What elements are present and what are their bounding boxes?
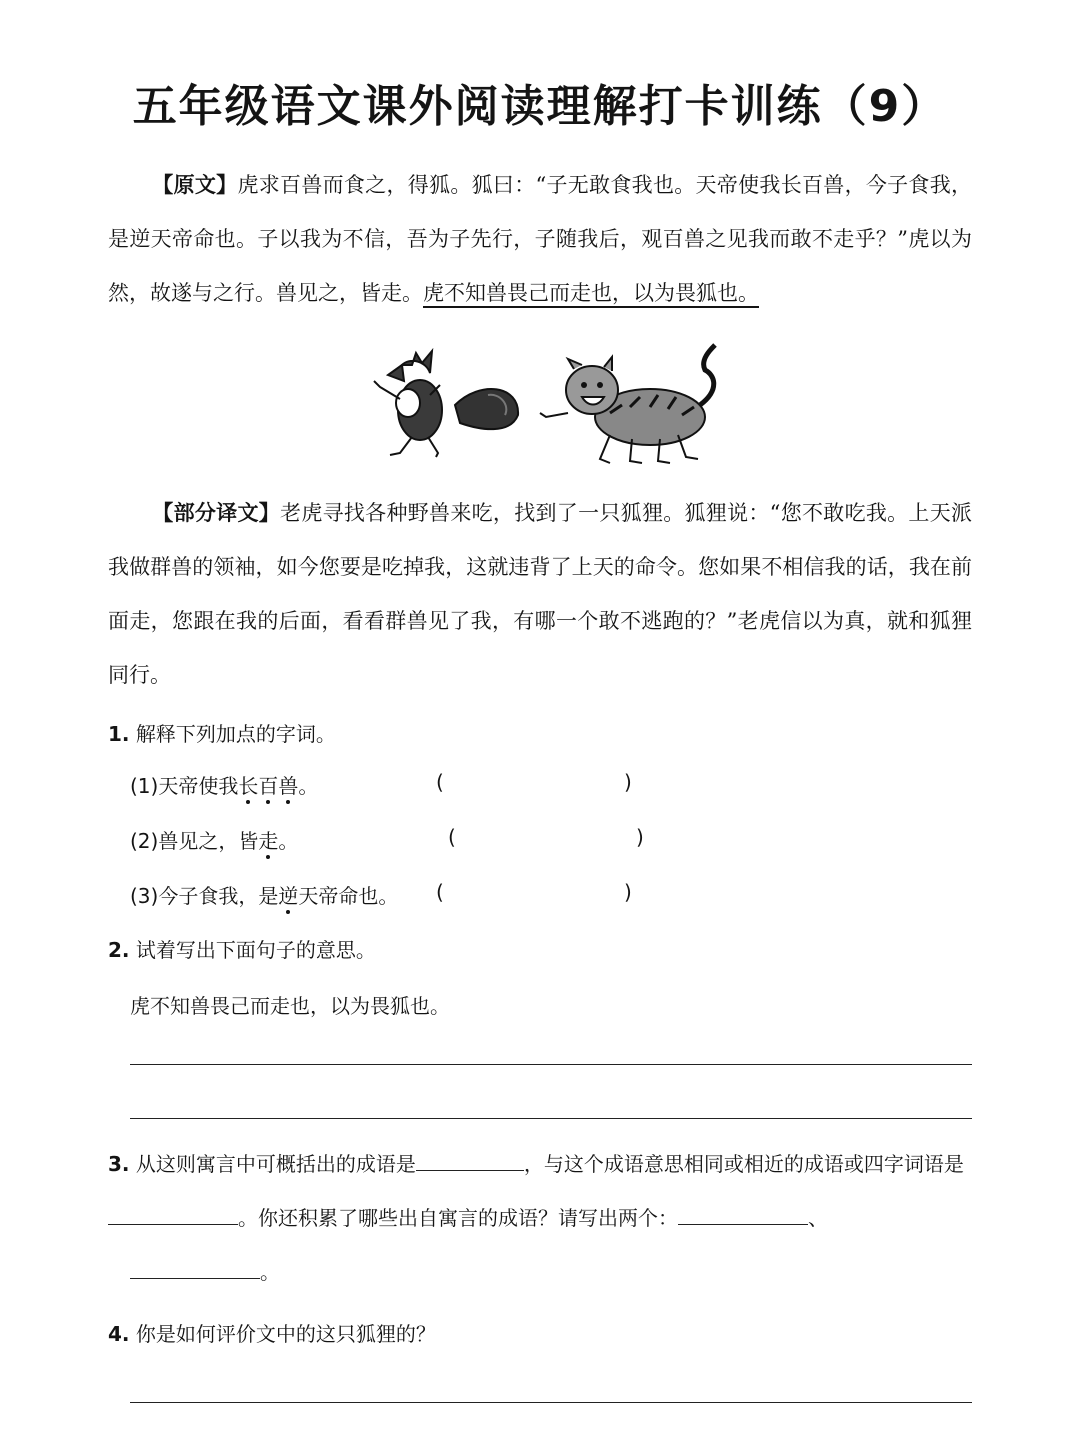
- separator: 、: [808, 1206, 828, 1230]
- question-4-text: 你是如何评价文中的这只狐狸的？: [135, 1322, 436, 1346]
- original-text-paragraph: [108, 158, 972, 320]
- period: 。: [260, 1260, 280, 1284]
- question-2-number: 2.: [108, 938, 130, 962]
- page-title: 五年级语文课外阅读理解打卡训练（9）: [132, 81, 948, 132]
- question-1: [108, 718, 972, 747]
- q1-item-1-close-paren: ): [624, 770, 632, 794]
- answer-line[interactable]: [130, 1402, 972, 1403]
- question-2: [108, 934, 972, 963]
- q2-sentence: 虎不知兽畏己而走也，以为畏狐也。: [130, 994, 450, 1018]
- q1-item-1-open-paren: (: [436, 770, 444, 794]
- blank-idiom-1[interactable]: [678, 1205, 808, 1225]
- q1-item-2-prefix: (2)兽见之，皆: [130, 829, 259, 853]
- fox-image: [374, 351, 518, 457]
- q1-item-3-prefix: (3)今子食我，是: [130, 884, 279, 908]
- dotted-char: 兽: [278, 774, 299, 798]
- question-4-number: 4.: [108, 1322, 130, 1346]
- question-3-part1: 从这则寓言中可概括出的成语是: [135, 1152, 416, 1176]
- q1-item-1-suffix: 。: [298, 774, 319, 798]
- question-1-number: 1.: [108, 722, 130, 746]
- translation-body: 老虎寻找各种野兽来吃，找到了一只狐狸。狐狸说：“您不敢吃我。上天派我做群兽的领袖，如今您要是吃掉我，这就违背了上天的命令。您如果不相信我的话，我在前面走，您跟在我的后面，看看群兽见了我，有哪一个敢不逃跑的？”老虎信以为真，就和狐狸同行。: [108, 501, 973, 687]
- q1-item-2-suffix: 。: [278, 829, 299, 853]
- original-tag: 【原文】: [152, 173, 238, 197]
- question-1-text: 解释下列加点的字词。: [135, 722, 336, 746]
- underlined-sentence: 虎不知兽畏己而走也，以为畏狐也。: [423, 281, 759, 308]
- original-body: 虎求百兽而食之，得狐。狐曰：“子无敢食我也。天帝使我长百兽，今子食我，是逆天帝命也。子以我为不信，吾为子先行，子随我后，观百兽之见我而敢不走乎？”虎以为然，故遂与之行。兽见之，皆走。: [108, 173, 973, 305]
- dotted-char: 走: [258, 829, 279, 853]
- question-3-part2: ，与这个成语意思相同或相近的成语或四字词语是: [523, 1152, 964, 1176]
- q1-item-1-prefix: (1)天帝使我: [130, 774, 239, 798]
- q1-item-2-close-paren: ): [636, 825, 644, 849]
- question-3-part3: 。你还积累了哪些出自寓言的成语？请写出两个：: [238, 1206, 678, 1230]
- q1-item-2: [130, 825, 298, 854]
- blank-idiom-2[interactable]: [130, 1259, 260, 1279]
- q1-item-2-open-paren: (: [448, 825, 456, 849]
- tiger-image: [540, 345, 715, 463]
- fox-tiger-illustration: [360, 335, 730, 475]
- question-3-number: 3.: [108, 1152, 130, 1176]
- q1-item-3-open-paren: (: [436, 880, 444, 904]
- question-4: [108, 1318, 972, 1347]
- q1-item-1: [130, 770, 318, 799]
- dotted-char: 长: [238, 774, 259, 798]
- answer-line[interactable]: [130, 1064, 972, 1065]
- blank-idiom[interactable]: [416, 1151, 524, 1171]
- q1-item-3-close-paren: ): [624, 880, 632, 904]
- blank-synonym[interactable]: [108, 1205, 238, 1225]
- answer-line[interactable]: [130, 1118, 972, 1119]
- question-2-text: 试着写出下面句子的意思。: [135, 938, 376, 962]
- dotted-char: 逆: [278, 884, 299, 908]
- q1-item-3: [130, 880, 398, 909]
- translation-paragraph: [108, 486, 972, 702]
- translation-tag: 【部分译文】: [152, 501, 281, 525]
- q1-item-3-suffix: 天帝命也。: [298, 884, 399, 908]
- question-3: [108, 1137, 972, 1299]
- dotted-char: 百: [258, 774, 279, 798]
